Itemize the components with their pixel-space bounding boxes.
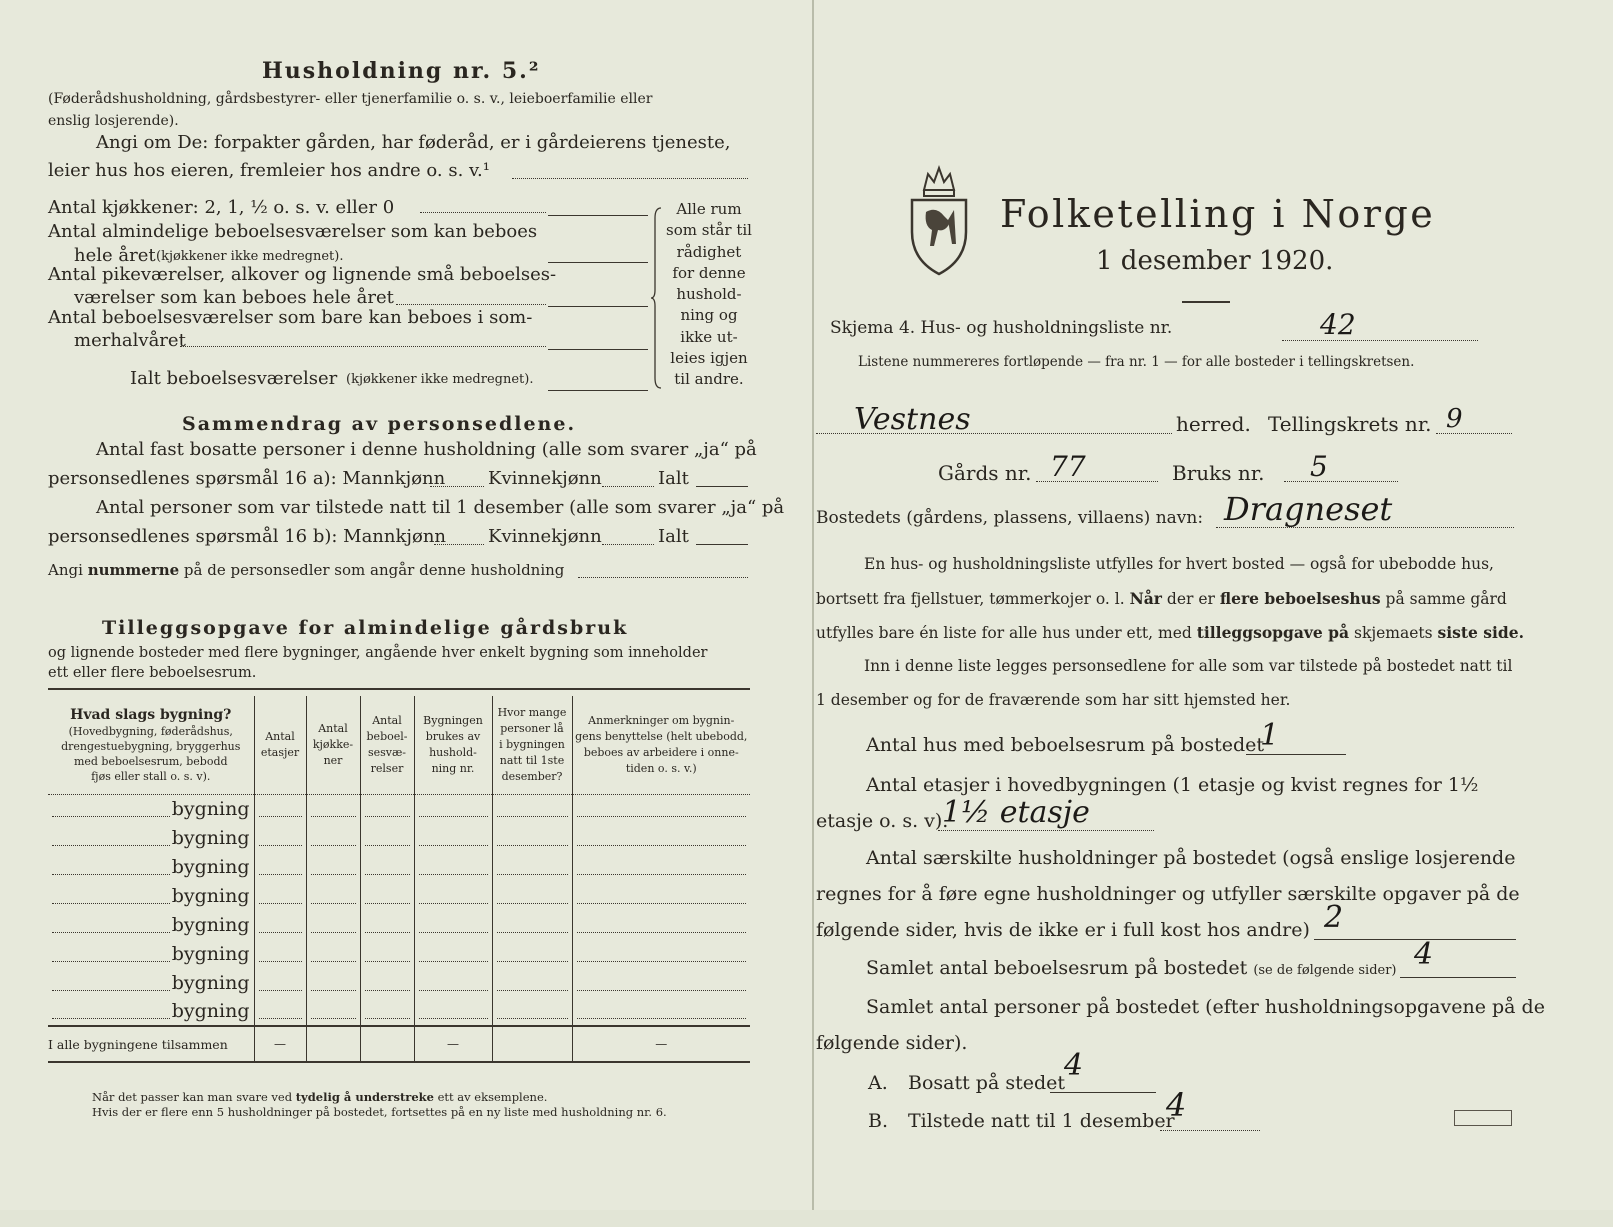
cell-entry-line: [577, 961, 747, 962]
tenure-question-2: leier hus hos eieren, fremleier hos andre o. s. v.¹: [48, 160, 490, 181]
schema-number-line: [1282, 340, 1478, 341]
table-total-row: [48, 1026, 750, 1062]
tenure-question-1: Angi om De: forpakter gården, har føderåd, er i gårdeierens tjeneste,: [96, 132, 731, 153]
building-data-cell[interactable]: [414, 823, 492, 852]
col-kitchens: Antal kjøkke- ner: [306, 696, 360, 794]
cell-entry-line: [497, 903, 568, 904]
building-row: [48, 794, 750, 823]
building-data-cell[interactable]: [492, 881, 572, 910]
side-note-line: Alle rum: [676, 200, 742, 218]
houses-value: 1: [1260, 718, 1280, 753]
building-data-cell[interactable]: [360, 997, 414, 1026]
schema-label: Skjema 4. Hus- og husholdningsliste nr.: [830, 318, 1173, 338]
cell-entry-line: [365, 845, 410, 846]
floors-label-1: Antal etasjer i hovedbygningen (1 etasje og kvist regnes for 1½: [866, 774, 1479, 796]
total-rooms-cell: [360, 1026, 414, 1062]
building-type-cell[interactable]: [48, 794, 254, 823]
maid-rooms-label-2: værelser som kan beboes hele året: [74, 287, 394, 308]
resident-female-label: Kvinnekjønn: [488, 468, 602, 489]
buildings-table: [48, 696, 750, 1063]
building-data-cell[interactable]: [492, 823, 572, 852]
building-type-cell[interactable]: [48, 939, 254, 968]
cell-entry-line: [497, 874, 568, 875]
cell-entry-line: [419, 961, 488, 962]
total-row-label: I alle bygningene tilsammen: [48, 1036, 228, 1052]
resident-a-value: 4: [1064, 1048, 1084, 1083]
building-data-cell[interactable]: [414, 794, 492, 823]
floors-line: [938, 830, 1154, 831]
building-data-cell[interactable]: [360, 852, 414, 881]
summer-rooms-label-2: merhalvåret: [74, 330, 186, 351]
bruks-value: 5: [1310, 450, 1328, 483]
ordinary-rooms-answer-line: [548, 262, 648, 263]
tenure-answer-line: [512, 178, 748, 179]
building-data-cell[interactable]: [492, 968, 572, 997]
building-data-cell[interactable]: [360, 968, 414, 997]
building-type-line: [52, 990, 170, 991]
building-row: [48, 939, 750, 968]
cell-entry-line: [259, 932, 302, 933]
building-data-cell[interactable]: [306, 823, 360, 852]
cell-entry-line: [577, 845, 747, 846]
cell-entry-line: [365, 990, 410, 991]
building-data-cell[interactable]: [360, 939, 414, 968]
numbering-note: Listene nummereres fortløpende — fra nr. 1 — for alle bosteder i tellingskretsen.: [858, 354, 1415, 370]
footnote-1: Når det passer kan man svare ved tydelig å understreke ett av eksemplene.: [92, 1090, 548, 1104]
building-row-label: bygning: [171, 826, 250, 849]
total-rooms-answer-line: [548, 390, 648, 391]
building-data-cell[interactable]: [572, 939, 750, 968]
houses-label: Antal hus med beboelsesrum på bostedet: [866, 734, 1265, 756]
building-type-line: [52, 816, 170, 817]
total-floors-cell: —: [254, 1026, 306, 1062]
numbers-answer-line: [578, 577, 748, 578]
instruction-2: bortsett fra fjellstuer, tømmerkojer o. l. Når der er flere beboelseshus på samme gård: [816, 589, 1507, 608]
building-data-cell[interactable]: [572, 910, 750, 939]
building-row: [48, 997, 750, 1026]
side-note-line: ning og: [680, 306, 738, 325]
cell-entry-line: [497, 990, 568, 991]
building-type-cell[interactable]: [48, 852, 254, 881]
total-rooms-note: (kjøkkener ikke medregnet).: [346, 372, 534, 387]
building-data-cell[interactable]: [306, 852, 360, 881]
resident-a-line: [1050, 1092, 1156, 1093]
instruction-5: 1 desember og for de fraværende som har sitt hjemsted her.: [816, 691, 1291, 709]
resident-total-line: [696, 486, 748, 487]
side-note-line: for denne: [672, 263, 746, 282]
present-total-line: [696, 544, 748, 545]
building-row-label: bygning: [171, 884, 250, 907]
building-data-cell[interactable]: [254, 794, 306, 823]
addendum-desc-1: og lignende bosteder med flere bygninger, angående hver enkelt bygning som inneholder: [48, 645, 708, 661]
resident-a-label: Bosatt på stedet: [908, 1072, 1065, 1094]
left-page: [0, 0, 814, 1210]
building-data-cell[interactable]: [306, 968, 360, 997]
households-label-1: Antal særskilte husholdninger på bostedet (også enslige losjerende: [866, 847, 1516, 869]
present-b-label: Tilstede natt til 1 desember: [908, 1110, 1175, 1132]
building-data-cell[interactable]: [254, 968, 306, 997]
building-type-cell[interactable]: [48, 881, 254, 910]
building-type-cell[interactable]: [48, 968, 254, 997]
maid-rooms-answer-line: [548, 306, 648, 307]
herred-label: herred.: [1176, 412, 1251, 436]
total-rooms-line: [1400, 977, 1516, 978]
form-date: 1 desember 1920.: [1096, 246, 1334, 276]
building-row-label: bygning: [171, 797, 250, 820]
total-rooms-label: Samlet antal beboelsesrum på bostedet (se de følgende sider): [866, 957, 1397, 979]
printer-stamp: [1454, 1110, 1512, 1126]
cell-entry-line: [311, 816, 356, 817]
numbers-question: Angi nummerne på de personsedler som angår denne husholdning: [48, 561, 565, 579]
household-heading: Husholdning nr. 5.²: [262, 58, 541, 84]
building-row-label: bygning: [171, 1000, 250, 1022]
resident-total-label: Ialt: [658, 468, 689, 489]
side-note-line: til andre.: [674, 370, 744, 389]
building-type-cell[interactable]: [48, 823, 254, 852]
summer-rooms-dots: [180, 346, 546, 347]
building-data-cell[interactable]: [492, 939, 572, 968]
building-data-cell[interactable]: [306, 997, 360, 1026]
building-data-cell[interactable]: [254, 881, 306, 910]
building-data-cell[interactable]: [572, 968, 750, 997]
total-rooms-label: Ialt beboelsesværelser: [130, 368, 338, 389]
cell-entry-line: [311, 845, 356, 846]
cell-entry-line: [365, 874, 410, 875]
cell-entry-line: [311, 932, 356, 933]
building-data-cell[interactable]: [254, 997, 306, 1026]
cell-entry-line: [497, 1018, 568, 1019]
household-heading-note-1: (Føderådshusholdning, gårdsbestyrer- eller tjenerfamilie o. s. v., leieboerfamilie eller: [48, 91, 653, 107]
ordinary-rooms-note: (kjøkkener ikke medregnet).: [156, 249, 344, 264]
cell-entry-line: [497, 961, 568, 962]
building-data-cell[interactable]: [414, 881, 492, 910]
bruks-label: Bruks nr.: [1172, 461, 1265, 485]
present-total-label: Ialt: [658, 526, 689, 547]
building-data-cell[interactable]: [414, 939, 492, 968]
present-b-line: [1160, 1130, 1260, 1131]
houses-line: [1246, 754, 1346, 755]
building-data-cell[interactable]: [414, 910, 492, 939]
resident-a-letter: A.: [868, 1072, 888, 1094]
cell-entry-line: [365, 932, 410, 933]
footnote-2: Hvis der er flere enn 5 husholdninger på bostedet, fortsettes på en ny liste med husholdning nr. 6.: [92, 1105, 667, 1119]
building-data-cell[interactable]: [254, 852, 306, 881]
building-data-cell[interactable]: [572, 881, 750, 910]
building-data-cell[interactable]: [572, 794, 750, 823]
building-data-cell[interactable]: [360, 823, 414, 852]
cell-entry-line: [259, 845, 302, 846]
resident-female-line: [602, 486, 654, 487]
table-top-rule: [48, 688, 750, 690]
coat-of-arms-icon: [906, 160, 972, 278]
building-data-cell[interactable]: [254, 939, 306, 968]
building-type-line: [52, 845, 170, 846]
cell-entry-line: [311, 903, 356, 904]
instruction-4: Inn i denne liste legges personsedlene for alle som var tilstede på bostedet natt til: [864, 657, 1513, 675]
floors-label-2: etasje o. s. v).: [816, 810, 949, 832]
building-row-label: bygning: [171, 971, 250, 994]
ordinary-rooms-label-1: Antal almindelige beboelsesværelser som kan beboes: [48, 221, 538, 242]
building-data-cell[interactable]: [306, 939, 360, 968]
cell-entry-line: [259, 990, 302, 991]
building-data-cell[interactable]: [572, 823, 750, 852]
building-data-cell[interactable]: [572, 997, 750, 1026]
resident-question-2: personsedlenes spørsmål 16 a): Mannkjønn: [48, 468, 446, 489]
total-persons-cell: [492, 1026, 572, 1062]
cell-entry-line: [419, 874, 488, 875]
addendum-desc-2: ett eller flere beboelsesrum.: [48, 665, 257, 681]
building-row: [48, 910, 750, 939]
total-persons-label-1: Samlet antal personer på bostedet (efter husholdningsopgavene på de: [866, 996, 1545, 1018]
cell-entry-line: [419, 845, 488, 846]
building-type-cell[interactable]: [48, 910, 254, 939]
rooms-side-note: [664, 199, 754, 391]
summary-title: Sammendrag av personsedlene.: [182, 413, 577, 435]
building-type-line: [52, 1018, 170, 1019]
summer-rooms-label-1: Antal beboelsesværelser som bare kan beboes i som-: [48, 307, 533, 328]
building-data-cell[interactable]: [306, 881, 360, 910]
building-data-cell[interactable]: [360, 794, 414, 823]
form-title: Folketelling i Norge: [1000, 192, 1436, 236]
total-household-cell: —: [414, 1026, 492, 1062]
cell-entry-line: [419, 990, 488, 991]
side-note-line: leies igjen: [670, 349, 748, 368]
right-page: [814, 0, 1613, 1210]
kitchens-dots: [420, 212, 546, 213]
building-type-line: [52, 903, 170, 904]
building-data-cell[interactable]: [414, 997, 492, 1026]
building-data-cell[interactable]: [414, 852, 492, 881]
building-data-cell[interactable]: [492, 794, 572, 823]
cell-entry-line: [259, 961, 302, 962]
cell-entry-line: [497, 932, 568, 933]
instruction-1: En hus- og husholdningsliste utfylles for hvert bosted — også for ubebodde hus,: [864, 555, 1494, 573]
maid-rooms-label-1: Antal pikeværelser, alkover og lignende små beboelses-: [48, 264, 557, 285]
present-question-2: personsedlenes spørsmål 16 b): Mannkjønn: [48, 526, 447, 547]
total-persons-label-2: følgende sider).: [816, 1032, 968, 1054]
side-note-line: rådighet: [676, 242, 742, 261]
bosted-label: Bostedets (gårdens, plassens, villaens) navn:: [816, 508, 1204, 528]
households-label-2: regnes for å føre egne husholdninger og utfyller særskilte opgaver på de: [816, 883, 1520, 905]
kitchens-answer-line: [548, 215, 648, 216]
building-type-line: [52, 961, 170, 962]
title-rule: [1182, 301, 1230, 303]
cell-entry-line: [365, 903, 410, 904]
building-data-cell[interactable]: [306, 794, 360, 823]
cell-entry-line: [577, 816, 747, 817]
bruks-line: [1284, 481, 1398, 482]
building-data-cell[interactable]: [492, 852, 572, 881]
addendum-title: Tilleggsopgave for almindelige gårdsbruk: [102, 617, 629, 639]
side-note-line: ikke ut-: [680, 327, 738, 346]
cell-entry-line: [419, 816, 488, 817]
resident-male-line: [430, 486, 484, 487]
cell-entry-line: [365, 961, 410, 962]
krets-label: Tellingskrets nr.: [1268, 412, 1432, 436]
floors-value: 1½ etasje: [942, 795, 1090, 830]
cell-entry-line: [577, 874, 747, 875]
household-heading-note-2: enslig losjerende).: [48, 113, 179, 129]
building-data-cell[interactable]: [254, 910, 306, 939]
gards-label: Gårds nr.: [938, 461, 1032, 485]
total-rooms-value: 4: [1414, 937, 1434, 972]
ordinary-rooms-label-2: hele året: [74, 245, 156, 266]
present-male-line: [434, 544, 484, 545]
kitchens-label: Antal kjøkkener: 2, 1, ½ o. s. v. eller 0: [48, 197, 395, 218]
col-rooms: Antal beboel- sesvæ- relser: [360, 696, 414, 794]
cell-entry-line: [259, 816, 302, 817]
cell-entry-line: [577, 903, 747, 904]
building-type-cell[interactable]: [48, 997, 254, 1026]
cell-entry-line: [497, 845, 568, 846]
table-header-row: [48, 696, 750, 794]
side-note-line: som står til: [666, 221, 752, 240]
side-note-line: hushold-: [676, 285, 742, 304]
col-persons: Hvor mange personer lå i bygningen natt til 1ste desember?: [492, 696, 572, 794]
cell-entry-line: [497, 816, 568, 817]
building-data-cell[interactable]: [360, 910, 414, 939]
building-data-cell[interactable]: [492, 997, 572, 1026]
summer-rooms-answer-line: [548, 349, 648, 350]
households-value: 2: [1324, 900, 1344, 935]
cell-entry-line: [311, 990, 356, 991]
building-row-label: bygning: [171, 942, 250, 965]
building-row: [48, 968, 750, 997]
cell-entry-line: [311, 1018, 356, 1019]
households-label-3: følgende sider, hvis de ikke er i full kost hos andre): [816, 919, 1310, 941]
building-data-cell[interactable]: [492, 910, 572, 939]
cell-entry-line: [365, 1018, 410, 1019]
col-household-no: Bygningen brukes av hushold- ning nr.: [414, 696, 492, 794]
building-type-line: [52, 932, 170, 933]
building-row-label: bygning: [171, 913, 250, 936]
building-type-line: [52, 874, 170, 875]
cell-entry-line: [311, 874, 356, 875]
herred-line: [816, 433, 1172, 434]
building-row: [48, 881, 750, 910]
present-b-letter: B.: [868, 1110, 889, 1132]
present-female-line: [602, 544, 654, 545]
building-data-cell[interactable]: [572, 852, 750, 881]
cell-entry-line: [419, 903, 488, 904]
cell-entry-line: [311, 961, 356, 962]
cell-entry-line: [365, 816, 410, 817]
cell-entry-line: [259, 1018, 302, 1019]
cell-entry-line: [577, 932, 747, 933]
col-building-type: Hvad slags bygning? (Hovedbygning, føderådshus, drengestuebygning, bryggerhus med beboelsesrum, bebodd fjøs eller stall o. s. v).: [61, 706, 241, 783]
cell-entry-line: [259, 874, 302, 875]
instruction-3: utfylles bare én liste for alle hus under ett, med tilleggsopgave på skjemaets siste side.: [816, 623, 1525, 642]
building-data-cell[interactable]: [306, 910, 360, 939]
cell-entry-line: [577, 1018, 747, 1019]
present-female-label: Kvinnekjønn: [488, 526, 602, 547]
col-remarks: Anmerkninger om bygnin- gens benyttelse (helt ubebodd, beboes av arbeidere i onne- tiden o. s. v.): [572, 696, 750, 794]
rooms-brace: [651, 206, 663, 390]
building-row: [48, 852, 750, 881]
schema-number-value: 42: [1320, 308, 1356, 341]
maid-rooms-dots: [396, 304, 546, 305]
cell-entry-line: [259, 903, 302, 904]
building-row-label: bygning: [171, 855, 250, 878]
building-data-cell[interactable]: [414, 968, 492, 997]
cell-entry-line: [419, 932, 488, 933]
present-b-value: 4: [1166, 1086, 1187, 1124]
resident-question-1: Antal fast bosatte personer i denne husholdning (alle som svarer „ja“ på: [96, 439, 757, 460]
building-row: [48, 823, 750, 852]
building-data-cell[interactable]: [360, 881, 414, 910]
herred-value: Vestnes: [854, 402, 971, 437]
cell-entry-line: [419, 1018, 488, 1019]
krets-value: 9: [1446, 404, 1463, 434]
building-data-cell[interactable]: [254, 823, 306, 852]
gards-value: 77: [1050, 450, 1086, 483]
cell-entry-line: [577, 990, 747, 991]
col-floors: Antal etasjer: [254, 696, 306, 794]
total-kitchens-cell: [306, 1026, 360, 1062]
present-question-1: Antal personer som var tilstede natt til 1 desember (alle som svarer „ja“ på: [96, 497, 785, 518]
total-remarks-cell: —: [572, 1026, 750, 1062]
bosted-value: Dragneset: [1224, 490, 1393, 528]
